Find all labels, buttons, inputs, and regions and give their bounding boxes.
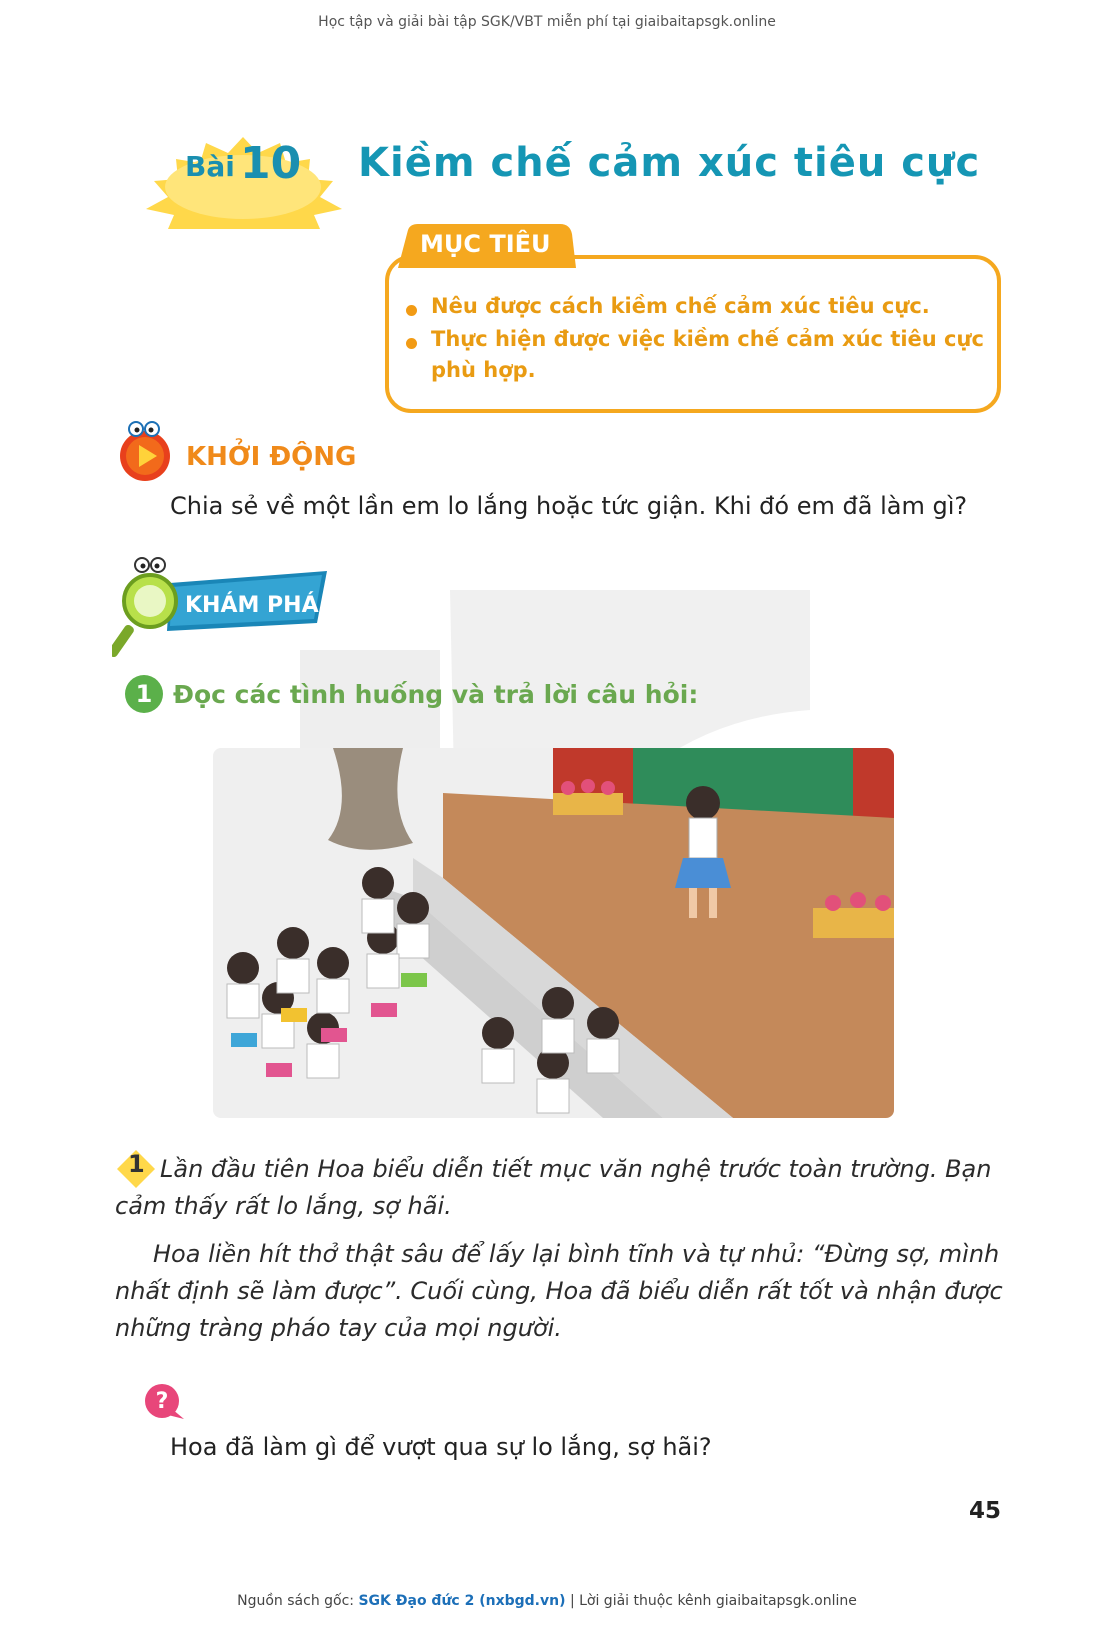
play-mascot-icon (114, 420, 176, 482)
activity-number: 1 (125, 675, 163, 713)
question-text: Hoa đã làm gì để vượt qua sự lo lắng, sợ hãi? (170, 1433, 712, 1461)
lesson-number: 10 (240, 138, 302, 189)
lesson-title: Kiềm chế cảm xúc tiêu cực (358, 140, 981, 186)
objectives-label: MỤC TIÊU (420, 230, 551, 258)
story-line: Lần đầu tiên Hoa biểu diễn tiết mục văn nghệ trước toàn trường. Bạn (160, 1155, 992, 1183)
svg-text:?: ? (155, 1389, 169, 1414)
bullet-dot (406, 338, 417, 349)
footer (0, 1593, 1094, 1609)
site-note: Học tập và giải bài tập SGK/VBT miễn phí tại giaibaitapsgk.online (318, 14, 776, 30)
situation-number: 1 (128, 1150, 145, 1178)
objective-item: Nêu được cách kiềm chế cảm xúc tiêu cực. (431, 294, 930, 318)
explore-label: KHÁM PHÁ (185, 593, 319, 618)
story-line: cảm thấy rất lo lắng, sợ hãi. (115, 1192, 452, 1220)
lesson-prefix: Bài (185, 150, 235, 183)
footer-prefix: Nguồn sách gốc: (237, 1593, 355, 1609)
objective-item-continued: phù hợp. (431, 358, 536, 382)
warmup-label: KHỞI ĐỘNG (186, 442, 357, 472)
activity-instruction: Đọc các tình huống và trả lời câu hỏi: (173, 680, 699, 709)
question-bubble-icon (144, 1383, 186, 1421)
objective-item: Thực hiện được việc kiềm chế cảm xúc tiêu cực (431, 327, 984, 351)
page-number: 45 (969, 1498, 1002, 1524)
story-line: những tràng pháo tay của mọi người. (115, 1314, 562, 1342)
bullet-dot (406, 305, 417, 316)
warmup-prompt: Chia sẻ về một lần em lo lắng hoặc tức giận. Khi đó em đã làm gì? (170, 492, 968, 520)
school-performance-illustration (213, 748, 894, 1118)
footer-suffix: | Lời giải thuộc kênh giaibaitapsgk.online (569, 1593, 857, 1609)
story-line: nhất định sẽ làm được”. Cuối cùng, Hoa đã biểu diễn rất tốt và nhận được (115, 1277, 1003, 1305)
story-line: Hoa liền hít thở thật sâu để lấy lại bình tĩnh và tự nhủ: “Đừng sợ, mình (153, 1240, 1000, 1268)
footer-source-link[interactable]: SGK Đạo đức 2 (nxbgd.vn) (358, 1593, 566, 1609)
